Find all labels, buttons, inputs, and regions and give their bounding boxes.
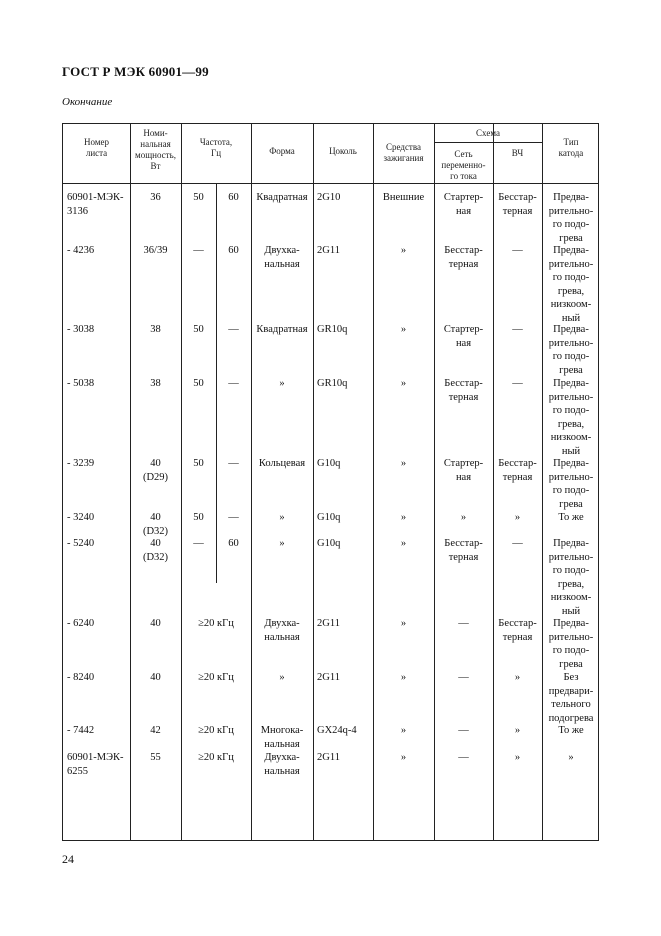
cell-power: 40 (D32) bbox=[142, 538, 169, 563]
cell-cathode: Предва- рительно- го подо- грева bbox=[548, 324, 594, 376]
cell-ignition: » bbox=[400, 512, 407, 523]
cell-power: 38 bbox=[150, 378, 161, 389]
cell-number: - 4236 bbox=[67, 245, 95, 256]
cell-ignition: » bbox=[400, 618, 407, 629]
cell-number: - 5240 bbox=[67, 538, 95, 549]
cell-ignition: » bbox=[400, 324, 407, 335]
cell-shape: Двухка- нальная bbox=[264, 752, 300, 777]
cell-scheme-hf: » bbox=[514, 725, 521, 736]
cell-scheme-hf: — bbox=[512, 324, 523, 335]
cell-cap: 2G11 bbox=[317, 245, 340, 256]
cell-number: 60901-МЭК- 6255 bbox=[67, 752, 124, 777]
header-number: Номер листа bbox=[83, 137, 110, 158]
cell-number: - 3240 bbox=[67, 512, 95, 523]
cell-scheme-hf: — bbox=[512, 245, 523, 256]
header-divider bbox=[63, 183, 598, 184]
cell-scheme-hf: Бесстар- терная bbox=[498, 192, 537, 217]
scheme-subheader-divider bbox=[434, 142, 542, 143]
header-scheme-hf: ВЧ bbox=[511, 148, 524, 158]
cell-number: 60901-МЭК- 3136 bbox=[67, 192, 124, 217]
cell-scheme-ac: » bbox=[460, 512, 467, 523]
cell-scheme-hf: » bbox=[514, 752, 521, 763]
cell-ignition: Внешние bbox=[382, 192, 425, 203]
cell-frequency-50: — bbox=[193, 538, 204, 549]
cell-ignition: » bbox=[400, 378, 407, 389]
cell-frequency: ≥20 кГц bbox=[198, 752, 234, 763]
cell-frequency-60: — bbox=[228, 458, 239, 469]
cell-frequency-60: 60 bbox=[228, 192, 239, 203]
cell-cap: 2G10 bbox=[317, 192, 341, 203]
header-scheme: Схема bbox=[476, 128, 500, 138]
cell-scheme-ac: Бесстар- терная bbox=[444, 378, 483, 403]
column-divider bbox=[313, 124, 314, 840]
cell-frequency: ≥20 кГц bbox=[198, 672, 234, 683]
cell-cathode: » bbox=[568, 752, 574, 763]
cell-cap: GR10q bbox=[317, 378, 348, 389]
cell-cathode: Предва- рительно- го подо- грева, низкоом- ный bbox=[548, 538, 594, 617]
cell-shape: Многока- нальная bbox=[260, 725, 304, 750]
cell-cap: G10q bbox=[317, 458, 341, 469]
cell-frequency: ≥20 кГц bbox=[198, 618, 234, 629]
cell-power: 55 bbox=[150, 752, 161, 763]
cell-cap: 2G11 bbox=[317, 618, 340, 629]
cell-power: 40 bbox=[150, 618, 161, 629]
cell-scheme-ac: — bbox=[458, 752, 469, 763]
cell-frequency-60: — bbox=[228, 324, 239, 335]
cell-ignition: » bbox=[400, 538, 407, 549]
cell-cap: GX24q-4 bbox=[317, 725, 357, 736]
cell-scheme-ac: Бесстар- терная bbox=[444, 538, 483, 563]
cell-cap: GR10q bbox=[317, 324, 348, 335]
cell-cathode: Предва- рительно- го подо- грева, низкоом- ный bbox=[548, 378, 594, 457]
cell-power: 42 bbox=[150, 725, 161, 736]
cell-power: 40 bbox=[150, 672, 161, 683]
cell-frequency-50: 50 bbox=[193, 512, 204, 523]
cell-ignition: » bbox=[400, 458, 407, 469]
cell-power: 36 bbox=[150, 192, 161, 203]
cell-scheme-hf: — bbox=[512, 538, 523, 549]
cell-power: 40 (D29) bbox=[142, 458, 169, 483]
table-continuation-caption: Окончание bbox=[62, 96, 113, 108]
cell-scheme-hf: Бесстар- терная bbox=[498, 458, 537, 483]
cell-ignition: » bbox=[400, 725, 407, 736]
cell-scheme-ac: — bbox=[458, 725, 469, 736]
cell-number: - 8240 bbox=[67, 672, 95, 683]
cell-frequency-60: — bbox=[228, 378, 239, 389]
cell-shape: » bbox=[279, 538, 285, 549]
cell-frequency-50: 50 bbox=[193, 378, 204, 389]
cell-power: 38 bbox=[150, 324, 161, 335]
header-cap: Цоколь bbox=[329, 146, 357, 156]
cell-frequency-50: 50 bbox=[193, 324, 204, 335]
page-number: 24 bbox=[62, 852, 74, 866]
cell-scheme-hf: Бесстар- терная bbox=[498, 618, 537, 643]
cell-cathode: Предва- рительно- го подо- грева bbox=[548, 192, 594, 244]
cell-cathode: Предва- рительно- го подо- грева bbox=[548, 458, 594, 510]
cell-number: - 5038 bbox=[67, 378, 95, 389]
cell-number: - 6240 bbox=[67, 618, 95, 629]
cell-frequency-50: 50 bbox=[193, 192, 204, 203]
header-scheme-ac: Сеть переменно- го тока bbox=[441, 149, 486, 181]
header-power: Номи- нальная мощность, Вт bbox=[135, 128, 176, 171]
cell-frequency-50: — bbox=[193, 245, 204, 256]
cell-ignition: » bbox=[400, 752, 407, 763]
cell-shape: » bbox=[279, 378, 285, 389]
cell-frequency-60: 60 bbox=[228, 538, 239, 549]
cell-power: 36/39 bbox=[143, 245, 168, 256]
cell-ignition: » bbox=[400, 672, 407, 683]
cell-scheme-hf: — bbox=[512, 378, 523, 389]
lamp-data-table bbox=[62, 123, 599, 841]
cell-shape: Кольцевая bbox=[258, 458, 306, 469]
cell-cap: G10q bbox=[317, 512, 341, 523]
header-ignition: Средства зажигания bbox=[383, 142, 424, 163]
cell-scheme-ac: Стартер- ная bbox=[443, 192, 484, 217]
cell-ignition: » bbox=[400, 245, 407, 256]
document-title: ГОСТ Р МЭК 60901—99 bbox=[62, 64, 209, 79]
cell-shape: Двухка- нальная bbox=[264, 245, 300, 270]
cell-number: - 3239 bbox=[67, 458, 95, 469]
cell-frequency-60: — bbox=[228, 512, 239, 523]
header-cathode: Тип катода bbox=[558, 137, 584, 158]
cell-shape: Квадратная bbox=[256, 324, 308, 335]
cell-number: - 3038 bbox=[67, 324, 95, 335]
cell-scheme-ac: Стартер- ная bbox=[443, 324, 484, 349]
cell-cap: 2G11 bbox=[317, 752, 340, 763]
cell-cathode: Без предвари- тельного подогрева bbox=[548, 672, 594, 724]
cell-scheme-hf: » bbox=[514, 672, 521, 683]
cell-shape: » bbox=[279, 512, 285, 523]
cell-scheme-ac: — bbox=[458, 672, 469, 683]
cell-frequency-60: 60 bbox=[228, 245, 239, 256]
cell-scheme-ac: Стартер- ная bbox=[443, 458, 484, 483]
cell-scheme-ac: — bbox=[458, 618, 469, 629]
header-frequency: Частота, Гц bbox=[199, 137, 233, 158]
cell-frequency: ≥20 кГц bbox=[198, 725, 234, 736]
cell-frequency-50: 50 bbox=[193, 458, 204, 469]
cell-scheme-hf: » bbox=[514, 512, 521, 523]
cell-cathode: Предва- рительно- го подо- грева, низкоом- ный bbox=[548, 245, 594, 324]
cell-cathode: Предва- рительно- го подо- грева bbox=[548, 618, 594, 670]
cell-scheme-ac: Бесстар- терная bbox=[444, 245, 483, 270]
cell-cap: G10q bbox=[317, 538, 341, 549]
header-shape: Форма bbox=[269, 146, 295, 156]
cell-number: - 7442 bbox=[67, 725, 95, 736]
cell-shape: Квадратная bbox=[256, 192, 308, 203]
cell-cap: 2G11 bbox=[317, 672, 340, 683]
cell-cathode: То же bbox=[558, 725, 584, 736]
cell-power: 40 (D32) bbox=[142, 512, 169, 537]
cell-shape: Двухка- нальная bbox=[264, 618, 300, 643]
cell-shape: » bbox=[279, 672, 285, 683]
cell-cathode: То же bbox=[558, 512, 584, 523]
